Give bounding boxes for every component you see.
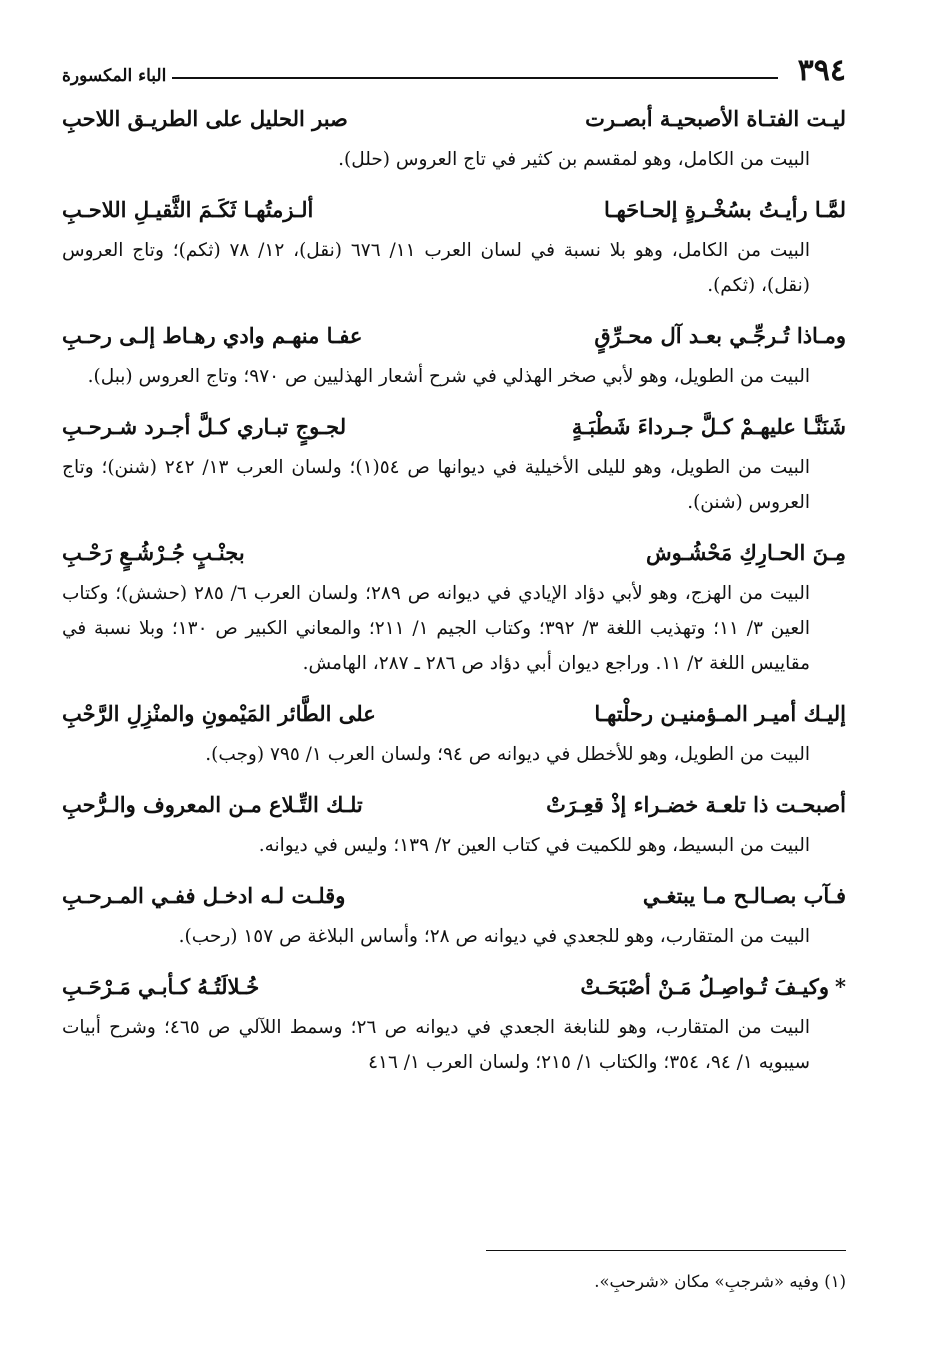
verse-entry	[62, 530, 846, 681]
second-hemistich: على الطَّائر المَيْمونِ والمنْزِلِ الرَّحْبِ	[62, 701, 376, 726]
verse-entry	[62, 404, 846, 520]
footnote-rule	[486, 1250, 846, 1251]
entry-marker: *	[835, 974, 846, 999]
verse-line	[62, 873, 846, 919]
verse-line	[62, 964, 846, 1010]
verse-note: البيت من الكامل، وهو لمقسم بن كثير في تاج العروس (حلل).	[338, 149, 810, 170]
verse-entry	[62, 691, 846, 772]
verse-line	[62, 404, 846, 450]
footnotes	[62, 1250, 846, 1297]
running-title: الباء المكسورة	[62, 66, 167, 86]
first-hemistich: ليـت الفتـاة الأصبحيـة أبصـرت	[585, 106, 846, 131]
first-hemistich-text: وكيـفَ تُـواصِـلُ مَـنْ أصْبَحَـتْ	[580, 974, 830, 999]
verse-entry	[62, 96, 846, 177]
verse-entry	[62, 313, 846, 394]
second-hemistich: ألـزمتُهـا ثَكَـمَ الثَّقيـلِ اللاحـبِ	[62, 197, 314, 222]
first-hemistich: إليـك أميـر المـؤمنيـن رحلْتهـا	[594, 701, 846, 726]
second-hemistich: عفـا منهـم وادي رهـاط إلـى رحـبِ	[62, 323, 363, 348]
verse-line	[62, 313, 846, 359]
verse-note: البيت من الطويل، وهو لأبي صخر الهذلي في شرح أشعار الهذليين ص ٩٧٠؛ وتاج العروس (ببل).	[87, 366, 810, 387]
page-header	[62, 52, 846, 86]
first-hemistich: فـآب بصـالـح مـا يبتغـي	[642, 883, 846, 908]
verse-note: البيت من الكامل، وهو بلا نسبة في لسان العرب ١١/ ٦٧٦ (نقل)، ١٢/ ٧٨ (ثكم)؛ وتاج العروس (نقل)، (ثكم).	[62, 240, 810, 296]
second-hemistich: خُـلالَتُـهُ كـأبـي مَـرْحَـبِ	[62, 974, 260, 999]
header-rule	[172, 77, 777, 79]
verse-line	[62, 782, 846, 828]
second-hemistich: تلـك التِّـلاع مـن المعروف والـرُّحبِ	[62, 792, 363, 817]
second-hemistich: لجـوجٍ تبـاري كـلَّ أجـرد شـرحـبِ	[62, 414, 347, 439]
verse-line	[62, 530, 846, 576]
verse-entry	[62, 187, 846, 303]
first-hemistich: شَنَنَّـا عليهـمْ كـلَّ جـرداءَ شَطْبَـةٍ	[571, 414, 846, 439]
verse-note: البيت من المتقارب، وهو للنابغة الجعدي في ديوانه ص ٢٦؛ وسمط اللآلي ص ٤٦٥؛ وشرح أبيات سيبويه ١/ ٩٤، ٣٥٤؛ والكتاب ١/ ٢١٥؛ ولسان العرب ١/ ٤١٦	[62, 1017, 810, 1073]
verse-entry	[62, 873, 846, 954]
first-hemistich: لمَّـا رأيـتُ بسُخْـرةٍ إلحـاحَهـا	[603, 197, 846, 222]
verse-note: البيت من الطويل، وهو لليلى الأخيلية في ديوانها ص ٥٤(١)؛ ولسان العرب ١٣/ ٢٤٢ (شنن)؛ وتاج العروس (شنن).	[62, 457, 810, 513]
verse-entry	[62, 964, 846, 1080]
verse-line	[62, 96, 846, 142]
second-hemistich: بجنْـبٍ جُـرْشُـعٍ رَحْـبِ	[62, 540, 245, 565]
second-hemistich: وقلـت لـه ادخـل ففـي المـرحـبِ	[62, 883, 346, 908]
verse-line	[62, 187, 846, 233]
verse-note: البيت من البسيط، وهو للكميت في كتاب العين ٢/ ١٣٩؛ وليس في ديوانه.	[258, 835, 810, 856]
first-hemistich: أصبحـت ذا تلعـة خضـراء إذْ قعِـرَتْ	[546, 792, 846, 817]
second-hemistich: صبر الحليل على الطريـق اللاحبِ	[62, 106, 348, 131]
verse-note: البيت من الطويل، وهو للأخطل في ديوانه ص ٩٤؛ ولسان العرب ١/ ٧٩٥ (وجب).	[205, 744, 810, 765]
verse-entry	[62, 782, 846, 863]
first-hemistich	[580, 964, 846, 1010]
verse-line	[62, 691, 846, 737]
verse-note: البيت من المتقارب، وهو للجعدي في ديوانه ص ٢٨؛ وأساس البلاغة ص ١٥٧ (رحب).	[178, 926, 810, 947]
footnote-text: (١) وفيه «شرجبِ» مكان «شرحبِ».	[594, 1272, 846, 1291]
page-number: ٣٩٤	[797, 53, 846, 88]
first-hemistich: ومـاذا تُـرجِّـي بعـد آل محـرِّقٍ	[594, 323, 846, 348]
first-hemistich: مِـنَ الحـارِكِ مَحْشُـوش	[646, 540, 846, 565]
verse-note: البيت من الهزج، وهو لأبي دؤاد الإيادي في ديوانه ص ٢٨٩؛ ولسان العرب ٦/ ٢٨٥ (حشش)؛ وكتاب العين ٣/ ١١؛ وتهذيب اللغة ٣/ ٣٩٢؛ وكتاب الجيم ١/ ٢١١؛ والمعاني الكبير ص ١٣٠؛ وبلا نسبة في مقاييس اللغة ٢/ ١١. وراجع ديوان أبي دؤاد ص ٢٨٦ ـ ٢٨٧، الهامش.	[62, 583, 811, 674]
